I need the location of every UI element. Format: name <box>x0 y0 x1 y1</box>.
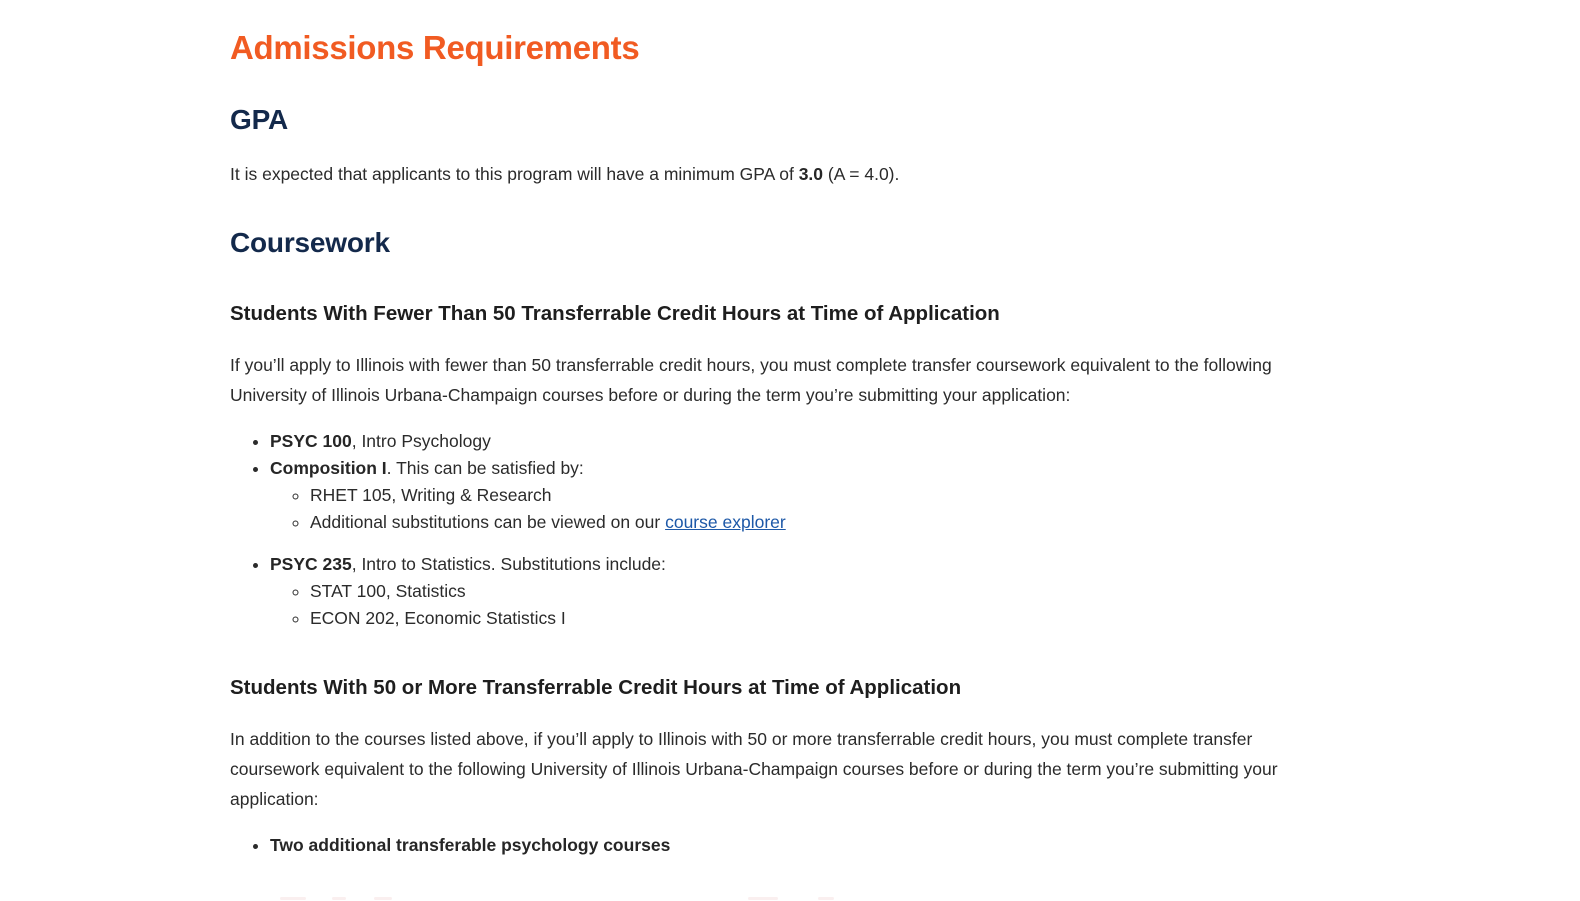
course-requirement: Two additional transferable psychology courses <box>270 835 671 855</box>
course-description: , Intro Psychology <box>351 431 491 451</box>
coursework-heading: Coursework <box>230 227 390 258</box>
gpa-text-after: (A = 4.0). <box>823 164 900 184</box>
list-item-econ-202: ◦ ECON 202, Economic Statistics I <box>310 605 1330 632</box>
list-item-two-additional-courses <box>270 832 1330 859</box>
list-item-rhet-105: ◦ RHET 105, Writing & Research <box>310 482 1330 509</box>
gpa-value: 3.0 <box>798 164 824 184</box>
course-code: PSYC 100 <box>270 431 352 451</box>
course-code: PSYC 235 <box>270 554 352 574</box>
list-item-additional-substitutions <box>310 509 1330 536</box>
course-description: , Intro to Statistics. Substitutions include: <box>351 554 666 574</box>
psyc235-sub-list <box>270 578 1330 632</box>
more-than-50-intro: In addition to the courses listed above, if you’ll apply to Illinois with 50 or more transferrable credit hours, you must complete transfer coursework equivalent to the following University of Illinois Urbana-Champaign courses before or during the term you’re submitting your application: <box>230 729 1278 809</box>
list-item-stat-100: ◦ STAT 100, Statistics <box>310 578 1330 605</box>
course-description: . This can be satisfied by: <box>386 458 584 478</box>
clipped-next-line <box>270 895 870 901</box>
substitutions-text: Additional substitutions can be viewed on our <box>310 512 666 532</box>
gpa-text <box>230 159 1330 189</box>
list-item-psyc-235 <box>270 551 1330 632</box>
fewer-than-50-intro: If you’ll apply to Illinois with fewer than 50 transferrable credit hours, you must complete transfer coursework equivalent to the following University of Illinois Urbana-Champaign courses before or during the term you’re submitting your application: <box>230 355 1272 405</box>
more-than-50-heading: Students With 50 or More Transferrable Credit Hours at Time of Application <box>230 676 962 699</box>
fewer-than-50-course-list <box>230 428 1330 632</box>
list-item-psyc-100 <box>270 428 1330 455</box>
fewer-than-50-heading: Students With Fewer Than 50 Transferrable Credit Hours at Time of Application <box>230 302 1000 325</box>
course-code: Composition I <box>270 458 387 478</box>
gpa-text-before: It is expected that applicants to this program will have a minimum GPA of <box>230 164 799 184</box>
gpa-heading: GPA <box>230 104 288 135</box>
page-title: Admissions Requirements <box>230 29 640 66</box>
composition-sub-list <box>270 482 1330 536</box>
list-item-composition-i <box>270 455 1330 536</box>
course-explorer-link[interactable]: course explorer <box>665 512 786 532</box>
more-than-50-course-list <box>230 832 1330 859</box>
